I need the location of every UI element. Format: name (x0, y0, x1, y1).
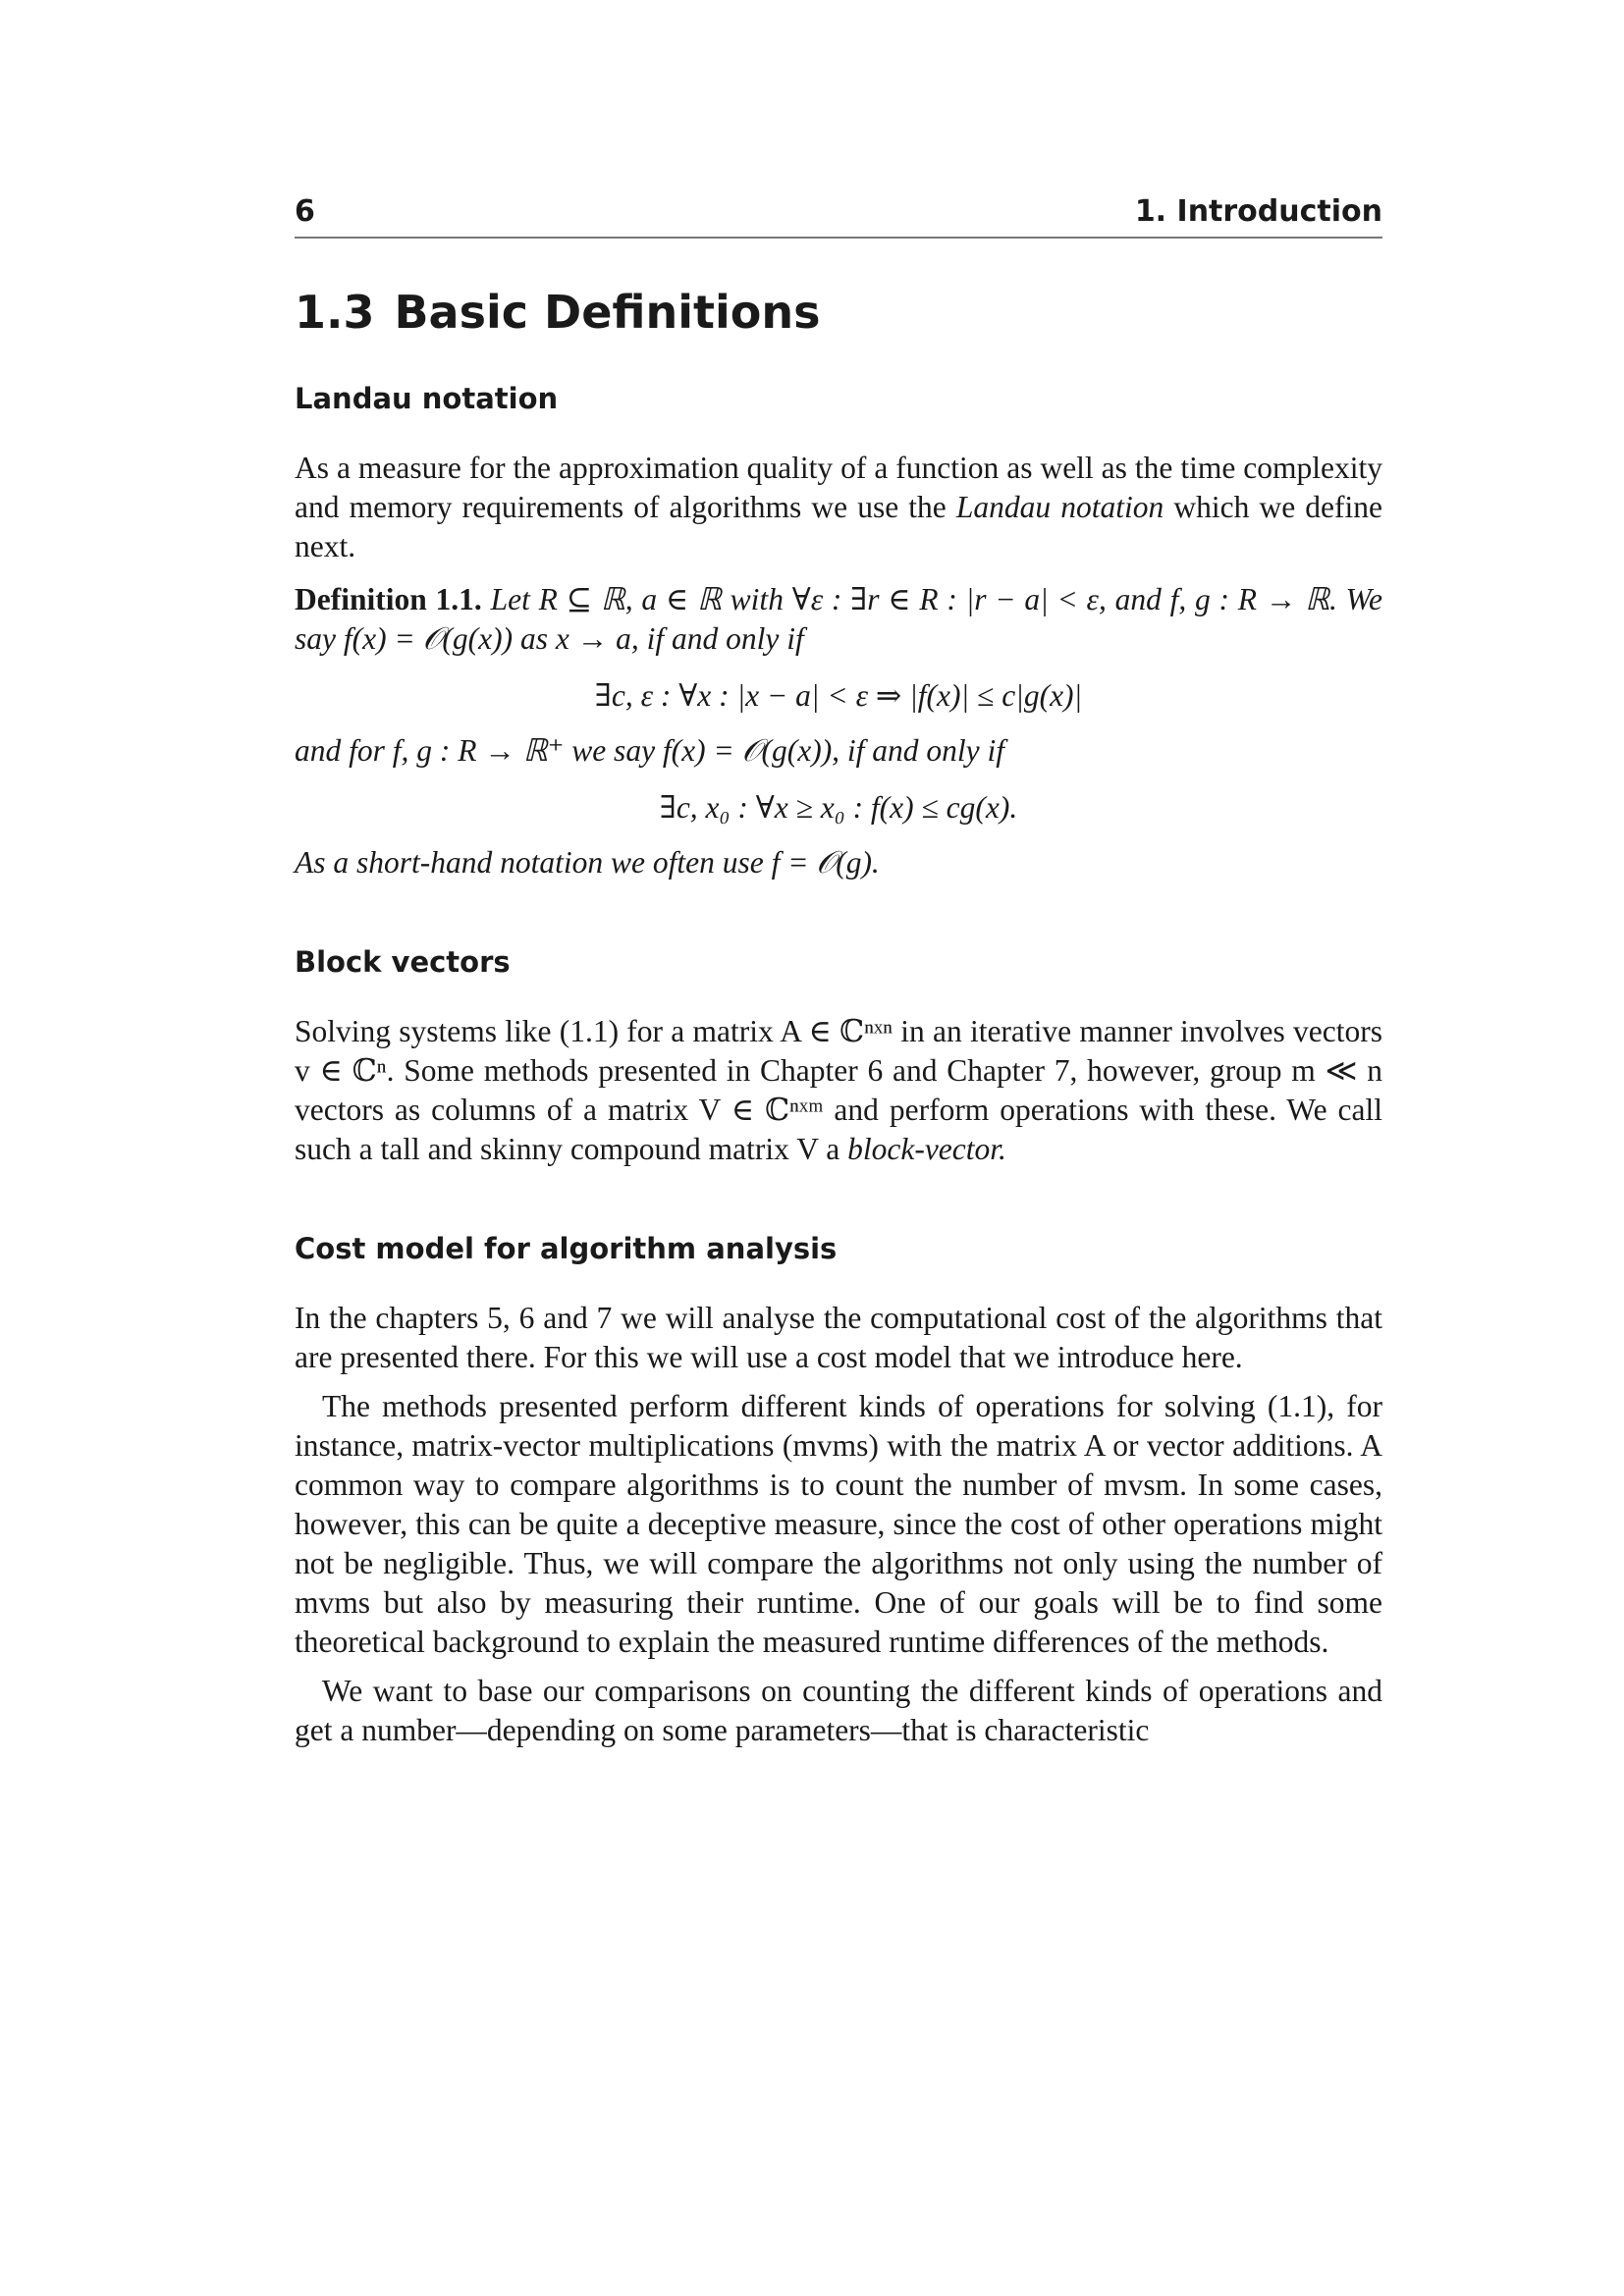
landau-heading: Landau notation (295, 382, 559, 415)
definition-text-1: Let R ⊆ ℝ, a ∈ ℝ with ∀ε : ∃r ∈ R : |r − a| < ε, and f, g : R → ℝ. We say f(x) = 𝒪(g(x)) as x → a, if and only if (295, 582, 1383, 656)
landau-intro (295, 449, 1382, 566)
landau-intro-text: As a measure for the approximation quality of a function as well as the time complexity and memory requirements of algorithms we use the (295, 451, 1382, 524)
definition-1-1 (295, 580, 1382, 659)
cost-model-paragraph-1: In the chapters 5, 6 and 7 we will analyse the computational cost of the algorithms that are presented there. For this we will use a cost model that we introduce here. (295, 1301, 1382, 1374)
chapter-title: 1. Introduction (1134, 194, 1382, 229)
section-heading (295, 286, 1382, 339)
equation-2: ∃c, x₀ : ∀x ≥ x₀ : f(x) ≤ cg(x). (659, 790, 1018, 825)
section-title: Basic Definitions (394, 286, 821, 339)
equation-1: ∃c, ε : ∀x : |x − a| < ε ⇒ |f(x)| ≤ c|g(x)| (594, 678, 1083, 713)
block-vectors-heading: Block vectors (295, 945, 511, 979)
block-vectors-paragraph (295, 1012, 1382, 1169)
definition-text-2: and for f, g : R → ℝ⁺ we say f(x) = 𝒪(g(x)), if and only if (295, 733, 1005, 768)
section-number: 1.3 (295, 286, 375, 339)
definition-text-3: As a short-hand notation we often use f = 𝒪(g). (295, 845, 880, 880)
landau-intro-tail: which we define next. (295, 490, 1383, 563)
page-number: 6 (295, 194, 315, 229)
definition-label: Definition 1.1. (295, 582, 482, 616)
page-content (295, 194, 1382, 1750)
cost-model-paragraph-3: We want to base our comparisons on counting the different kinds of operations and get a number—depending on some parameters—that is characteristic (295, 1674, 1382, 1747)
cost-model-paragraph-2: The methods presented perform different kinds of operations for solving (1.1), for instance, matrix-vector multiplications (mvms) with the matrix A or vector additions. A common way to compare algorithms is to count the number of mvsm. In some cases, however, this can be quite a deceptive measure, since the cost of other operations might not be negligible. Thus, we will compare the algorithms not only using the number of mvms but also by measuring their runtime. One of our goals will be to find some theoretical background to explain the measured runtime differences of the methods. (295, 1389, 1382, 1659)
block-vectors-text: Solving systems like (1.1) for a matrix A ∈ ℂⁿˣⁿ in an iterative manner involves vectors v ∈ ℂⁿ. Some methods presented in Chapter 6 and Chapter 7, however, group m ≪ n vectors as columns of a matrix V ∈ ℂⁿˣᵐ and perform operations with these. We call such a tall and skinny compound matrix V a (295, 1014, 1382, 1166)
cost-model-heading: Cost model for algorithm analysis (295, 1232, 838, 1265)
landau-intro-emphasis: Landau notation (955, 490, 1164, 524)
block-vector-term: block-vector. (847, 1132, 1006, 1166)
running-head (295, 194, 1382, 239)
